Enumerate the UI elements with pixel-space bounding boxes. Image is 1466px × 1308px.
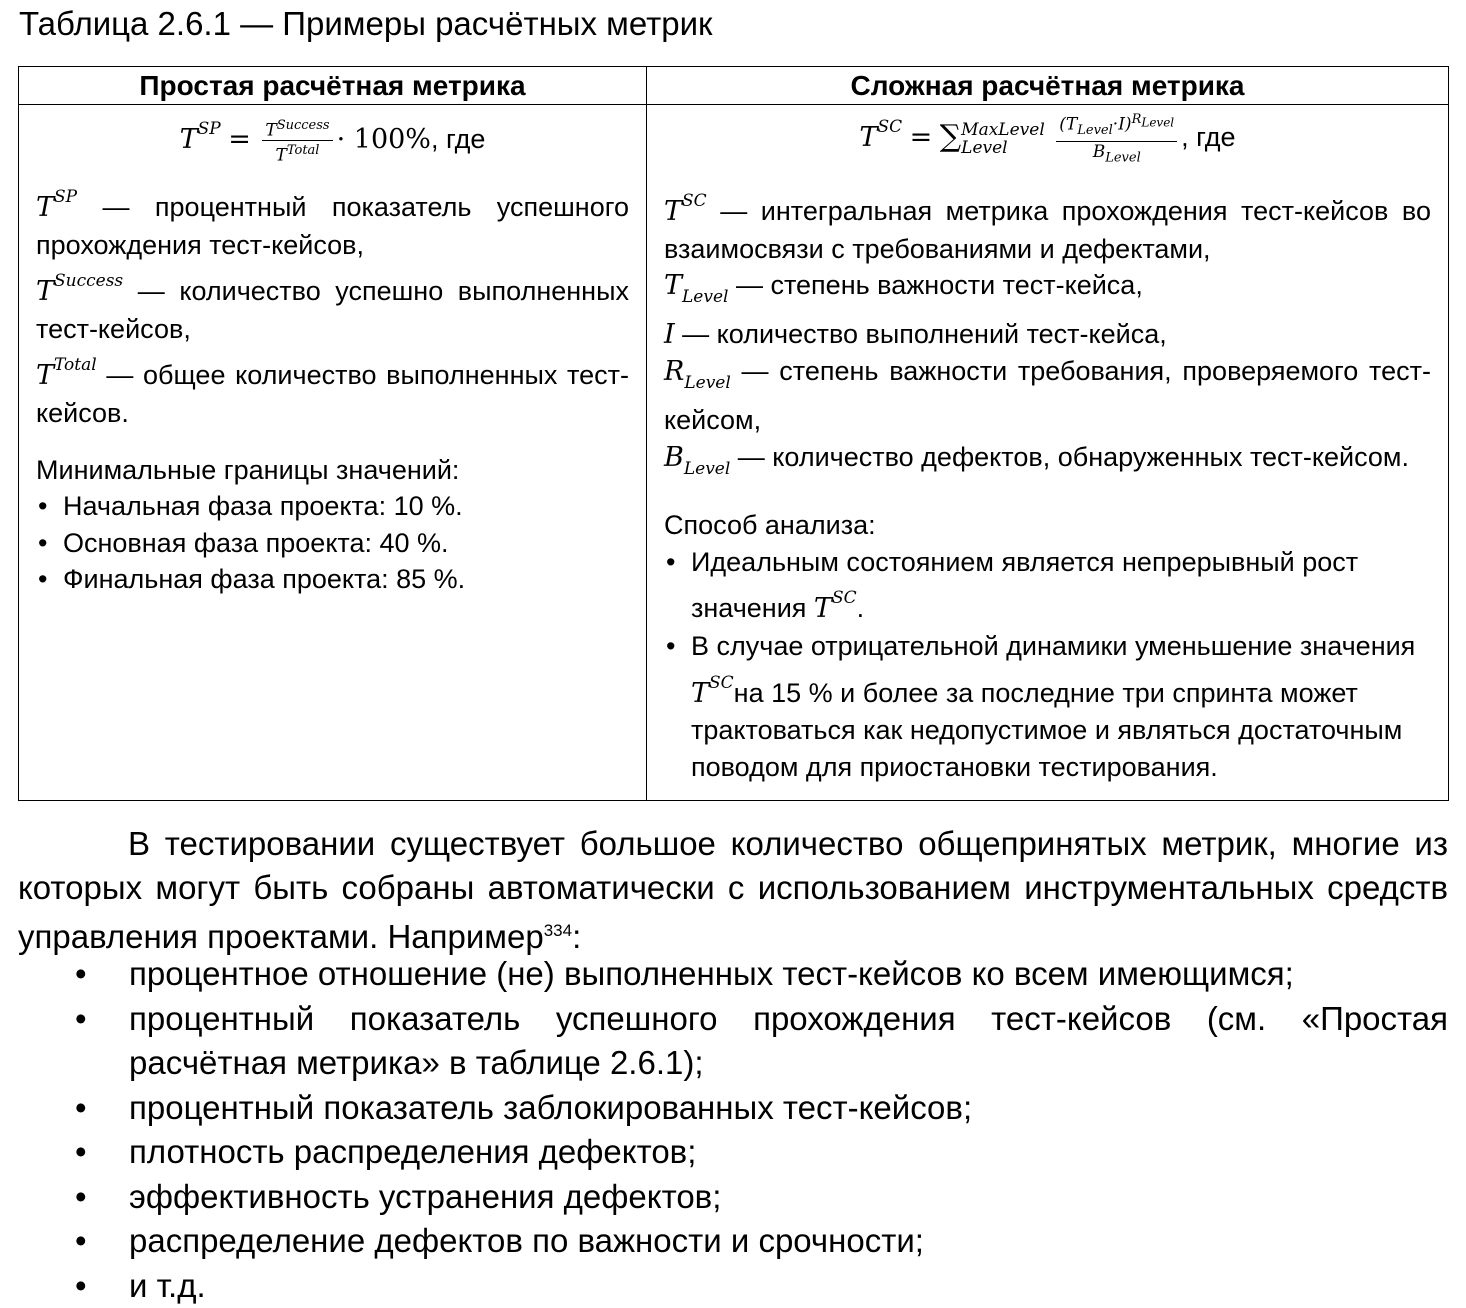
analysis-list	[664, 544, 1431, 786]
list-item: • и т.д.	[18, 1264, 1448, 1308]
body-paragraph: В тестировании существует большое количество общепринятых метрик, многие из которых могут быть собраны автоматически с использованием инструментальных средств управления проектами. Например$^{334}$:	[18, 825, 1448, 955]
simple-metric-cell	[19, 105, 647, 801]
list-item: • процентный показатель успешного прохождения тест-кейсов (см. «Простая расчётная метрика» в таблице 2.6.1);	[18, 997, 1448, 1086]
table-caption: Таблица 2.6.1 — Примеры расчётных метрик	[19, 5, 713, 42]
list-item: • Начальная фаза проекта: 10 %.	[36, 488, 629, 525]
list-item: • распределение дефектов по важности и срочности;	[18, 1219, 1448, 1264]
bounds-list	[36, 488, 629, 598]
definition-item: $T_{Level}$ — степень важности тест-кейса,	[664, 270, 1143, 308]
complex-definitions	[664, 183, 1431, 487]
header-complex-metric: Сложная расчётная метрика	[647, 67, 1449, 105]
simple-formula: $T^{SP}$ = $\frac{T^{Success}}{T^{Total}}$ · 100%, где	[179, 117, 486, 167]
list-item: • В случае отрицательной динамики уменьшение значения $T^{SC}на$ 15 % и более за последние три спринта может трактоваться как недопустимое и являться достаточным поводом для приостановки тестирования.	[664, 628, 1431, 785]
list-item: • процентное отношение (не) выполненных тест-кейсов ко всем имеющимся;	[18, 952, 1448, 997]
header-simple-metric: Простая расчётная метрика	[19, 67, 647, 105]
analysis-title: Способ анализа:	[664, 510, 876, 541]
definition-item: $T^{Total}$ — общее количество выполненных тест-кейсов.	[36, 355, 629, 428]
metrics-table	[18, 66, 1449, 801]
definition-item: $T^{Success}$ — количество успешно выполненных тест-кейсов,	[36, 271, 629, 344]
list-item: • эффективность устранения дефектов;	[18, 1175, 1448, 1220]
simple-definitions	[36, 173, 629, 432]
bounds-title: Минимальные границы значений:	[36, 454, 460, 485]
footnote-ref[interactable]: 334	[543, 921, 573, 940]
list-item: • плотность распределения дефектов;	[18, 1130, 1448, 1175]
definition-item: I — количество выполнений тест-кейса,	[664, 318, 1167, 350]
definition-item: $T^{SP}$ — процентный показатель успешного прохождения тест-кейсов,	[36, 187, 629, 260]
definition-item: $T^{SC}$ — интегральная метрика прохождения тест-кейсов во взаимосвязи с требованиями и дефектами,	[664, 191, 1431, 264]
definition-item: $R_{Level}$ — степень важности требования, проверяемого тест-кейсом,	[664, 356, 1431, 435]
complex-formula: $T^{SC}$ = ∑ MaxLevel Level $\frac{(T_{Level}\cdot I)^{R_{Level}}}{B_{Level}}$ , где	[859, 111, 1236, 166]
list-item: • Финальная фаза проекта: 85 %.	[36, 561, 629, 598]
metrics-list	[18, 952, 1448, 1308]
list-item: • процентный показатель заблокированных тест-кейсов;	[18, 1086, 1448, 1131]
complex-metric-cell	[647, 105, 1449, 801]
definition-item: $B_{Level}$ — количество дефектов, обнаруженных тест-кейсом.	[664, 441, 1409, 479]
list-item: • Основная фаза проекта: 40 %.	[36, 525, 629, 562]
list-item: • Идеальным состоянием является непрерывный рост значения $T^{SC}$.	[664, 544, 1431, 628]
